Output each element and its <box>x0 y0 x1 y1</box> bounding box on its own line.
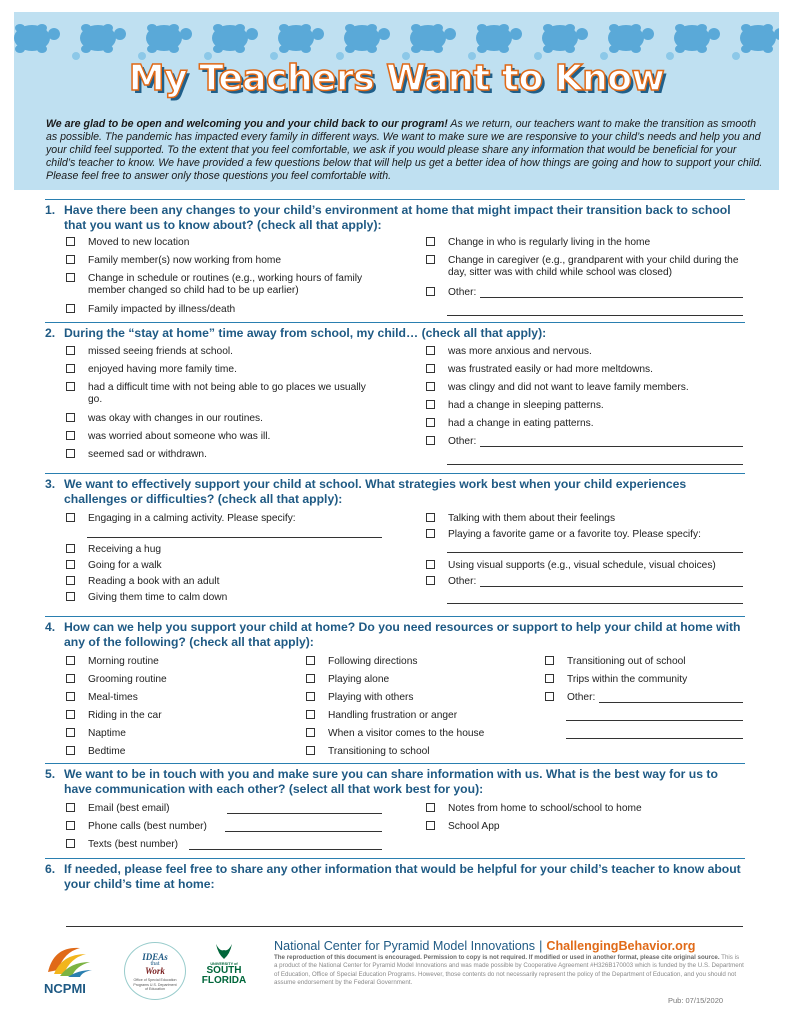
fine-print <box>274 954 744 987</box>
option[interactable] <box>66 513 386 525</box>
option-label: Going for a walk <box>88 560 162 571</box>
option-label: was clingy and did not want to leave family members. <box>448 382 689 393</box>
option-label: Notes from home to school/school to home <box>448 803 642 814</box>
option-label: Using visual supports (e.g., visual schedule, visual choices) <box>448 560 716 571</box>
checkbox[interactable] <box>66 431 75 440</box>
option-label: Texts (best number) <box>88 839 179 850</box>
checkbox[interactable] <box>545 692 554 701</box>
section-divider <box>45 858 745 859</box>
write-in-line[interactable] <box>566 738 743 739</box>
checkbox[interactable] <box>66 746 75 755</box>
usf-logo <box>201 942 247 1000</box>
option[interactable] <box>426 529 746 541</box>
ideas-logo-sub: Office of Special Education Programs U.S. Department of Education <box>133 978 177 991</box>
checkbox[interactable] <box>426 364 435 373</box>
checkbox[interactable] <box>426 255 435 264</box>
option[interactable] <box>545 656 745 668</box>
option[interactable] <box>66 728 286 740</box>
section-divider <box>45 473 745 474</box>
option-label: Morning routine <box>88 656 159 667</box>
option[interactable] <box>66 692 286 704</box>
option[interactable] <box>426 346 746 358</box>
option-label: Other: <box>567 692 596 703</box>
option[interactable] <box>66 304 366 316</box>
checkbox[interactable] <box>66 560 75 569</box>
option[interactable] <box>66 710 286 722</box>
option-label: Giving them time to calm down <box>88 592 228 603</box>
write-in-line[interactable] <box>66 926 743 927</box>
option[interactable] <box>306 692 536 704</box>
option-label: Receiving a hug <box>88 544 162 555</box>
option[interactable] <box>426 364 746 376</box>
checkbox[interactable] <box>306 746 315 755</box>
ncpmi-logo <box>40 940 96 998</box>
usf-logo-line1: UNIVERSITY of <box>210 962 238 966</box>
write-in-line[interactable] <box>225 831 382 832</box>
checkbox[interactable] <box>426 237 435 246</box>
option[interactable] <box>66 592 366 604</box>
option[interactable] <box>66 431 366 443</box>
checkbox[interactable] <box>426 346 435 355</box>
checkbox[interactable] <box>426 560 435 569</box>
checkbox[interactable] <box>66 449 75 458</box>
option[interactable] <box>66 237 366 249</box>
write-in-line[interactable] <box>480 446 743 447</box>
option[interactable] <box>66 674 286 686</box>
option[interactable] <box>66 544 366 556</box>
option-label: Other: <box>448 576 477 587</box>
checkbox[interactable] <box>426 287 435 296</box>
checkbox[interactable] <box>66 656 75 665</box>
checkbox[interactable] <box>66 346 75 355</box>
option-label: Playing with others <box>328 692 414 703</box>
option-label: Change in who is regularly living in the home <box>448 237 651 248</box>
checkbox[interactable] <box>426 529 435 538</box>
footer <box>0 930 791 1024</box>
question-3 <box>45 477 745 507</box>
option[interactable] <box>426 513 746 525</box>
question-2 <box>45 326 745 341</box>
option-label: enjoyed having more family time. <box>88 364 237 375</box>
ideas-logo-line3: Work <box>145 966 165 976</box>
pub-date: Pub: 07/15/2020 <box>668 996 724 1005</box>
section-divider <box>45 199 745 200</box>
write-in-line[interactable] <box>447 464 743 465</box>
option-label: School App <box>448 821 500 832</box>
section-divider <box>45 763 745 764</box>
checkbox[interactable] <box>66 382 75 391</box>
option-label: Talking with them about their feelings <box>448 513 616 524</box>
write-in-line[interactable] <box>599 702 743 703</box>
option-label: Reading a book with an adult <box>88 576 220 587</box>
checkbox[interactable] <box>66 364 75 373</box>
option[interactable] <box>426 255 746 279</box>
turtle-icon <box>608 24 654 53</box>
checkbox[interactable] <box>66 544 75 553</box>
write-in-line[interactable] <box>480 586 743 587</box>
option-label: When a visitor comes to the house <box>328 728 485 739</box>
option[interactable] <box>66 346 366 358</box>
option[interactable] <box>66 821 246 833</box>
option[interactable] <box>426 821 746 833</box>
write-in-line[interactable] <box>447 315 743 316</box>
turtle-icon <box>674 24 720 53</box>
checkbox[interactable] <box>66 821 75 830</box>
page-title: My Teachers Want to Know <box>128 58 665 99</box>
option-label: was frustrated easily or had more meltdowns. <box>448 364 653 375</box>
org-line <box>274 939 695 953</box>
write-in-line[interactable] <box>189 849 382 850</box>
option[interactable] <box>306 710 536 722</box>
question-number: 1. <box>45 203 56 217</box>
fine-print-text: This is a product of the National Center for Pyramid Model Innovations and was made possible by Cooperative Agreement #H326B170003 which is funded by the U.S. Department of Education, Office of Special Education Programs. However, those contents do not necessarily represent the policy of the Department of Education, and you should not assume endorsement by the Federal Government. <box>274 954 744 986</box>
turtle-icon <box>344 24 390 53</box>
option-label: Phone calls (best number) <box>88 821 207 832</box>
checkbox[interactable] <box>306 710 315 719</box>
option-label: Email (best email) <box>88 803 170 814</box>
question-text: Have there been any changes to your child’s environment at home that might impact their transition back to school that you want us to know about? (check all that apply): <box>64 203 731 232</box>
option-label: was more anxious and nervous. <box>448 346 592 357</box>
question-5 <box>45 767 745 797</box>
section-divider <box>45 616 745 617</box>
question-number: 3. <box>45 477 56 491</box>
write-in-line[interactable] <box>480 297 743 298</box>
option-label: Other: <box>448 436 477 447</box>
checkbox[interactable] <box>306 674 315 683</box>
option-label: Following directions <box>328 656 418 667</box>
option[interactable] <box>66 273 366 297</box>
question-4 <box>45 620 745 650</box>
option-label: Trips within the community <box>567 674 688 685</box>
option-label: Grooming routine <box>88 674 167 685</box>
checkbox[interactable] <box>66 674 75 683</box>
checkbox[interactable] <box>66 255 75 264</box>
write-in-line[interactable] <box>227 813 382 814</box>
write-in-line[interactable] <box>447 603 743 604</box>
intro-text: As we return, our teachers want to make the transition as smooth as possible. The pandemic has impacted every family in different ways. We want to make sure we are responsive to your child’s needs and help you and your child feel supported. To the extent that you feel comfortable, we ask if you would please share any information that would be beneficial for your child’s teacher to know. We have provided a few questions below that will help us get a better idea of how things are going and how to support your child. Please feel free to answer only those questions you feel comfortable with. <box>46 118 763 182</box>
checkbox[interactable] <box>306 692 315 701</box>
turtle-icon <box>14 24 60 53</box>
option-label: Naptime <box>88 728 126 739</box>
header-banner <box>14 12 779 190</box>
option-label: Family impacted by illness/death <box>88 304 236 315</box>
option-label: had a change in eating patterns. <box>448 418 594 429</box>
checkbox[interactable] <box>426 418 435 427</box>
checkbox[interactable] <box>426 382 435 391</box>
option-label: Bedtime <box>88 746 126 757</box>
option[interactable] <box>545 674 745 686</box>
checkbox[interactable] <box>426 436 435 445</box>
option-label: Meal-times <box>88 692 138 703</box>
checkbox[interactable] <box>306 728 315 737</box>
checkbox[interactable] <box>66 803 75 812</box>
option-label: Change in caregiver (e.g., grandparent with your child during the day, sitter was with child while school was closed) <box>448 255 739 278</box>
turtle-icon <box>212 24 258 53</box>
option[interactable] <box>426 237 746 249</box>
checkbox[interactable] <box>66 576 75 585</box>
option[interactable] <box>426 382 746 394</box>
option[interactable] <box>66 382 366 406</box>
checkbox[interactable] <box>66 304 75 313</box>
option-label: Transitioning to school <box>328 746 430 757</box>
checkbox[interactable] <box>66 273 75 282</box>
option-label: Riding in the car <box>88 710 162 721</box>
bull-icon <box>214 942 234 960</box>
intro-bold: We are glad to be open and welcoming you and your child back to our program! <box>46 118 448 130</box>
option-label: Family member(s) now working from home <box>88 255 282 266</box>
org-name: National Center for Pyramid Model Innovations <box>274 939 536 953</box>
usf-logo-line3: FLORIDA <box>201 975 247 986</box>
question-text: We want to effectively support your child at school. What strategies work best when your child experiences challenges or difficulties? (check all that apply): <box>64 477 687 506</box>
checkbox[interactable] <box>426 400 435 409</box>
checkbox[interactable] <box>66 413 75 422</box>
usf-logo-line2: SOUTH <box>206 965 242 976</box>
org-separator: | <box>539 939 543 953</box>
checkbox[interactable] <box>426 821 435 830</box>
option-label: had a change in sleeping patterns. <box>448 400 604 411</box>
option[interactable] <box>66 839 206 851</box>
question-1 <box>45 203 745 233</box>
option-label: Other: <box>448 287 477 298</box>
option-label: had a difficult time with not being able to go places we usually go. <box>88 382 366 405</box>
option-label: Playing alone <box>328 674 390 685</box>
option[interactable] <box>426 400 746 412</box>
checkbox[interactable] <box>66 237 75 246</box>
checkbox[interactable] <box>545 674 554 683</box>
option[interactable] <box>66 560 366 572</box>
fine-print-bold: The reproduction of this document is encouraged. Permission to copy is not required. If modified or used in another format, please cite original source. <box>274 954 720 961</box>
write-in-line[interactable] <box>87 537 382 538</box>
option-label: Engaging in a calming activity. Please specify: <box>88 513 296 524</box>
option-label: Playing a favorite game or a favorite toy. Please specify: <box>448 529 701 540</box>
option-label: seemed sad or withdrawn. <box>88 449 207 460</box>
question-text: How can we help you support your child at home? Do you need resources or support to help your child at home with any of the following? (check all that apply): <box>64 620 741 649</box>
question-number: 2. <box>45 326 56 340</box>
checkbox[interactable] <box>66 592 75 601</box>
turtle-icon <box>542 24 588 53</box>
option-label: missed seeing friends at school. <box>88 346 233 357</box>
question-number: 5. <box>45 767 56 781</box>
option[interactable] <box>306 674 536 686</box>
checkbox[interactable] <box>426 576 435 585</box>
question-text: If needed, please feel free to share any other information that would be helpful for your child’s teacher to know about your child’s time at home: <box>64 862 741 891</box>
ncpmi-logo-text: NCPMI <box>44 981 86 996</box>
checkbox[interactable] <box>66 728 75 737</box>
option[interactable] <box>66 255 366 267</box>
option-label: was worried about someone who was ill. <box>88 431 271 442</box>
option[interactable] <box>66 803 206 815</box>
option[interactable] <box>66 576 366 588</box>
option-label: Transitioning out of school <box>567 656 686 667</box>
write-in-line[interactable] <box>566 720 743 721</box>
option[interactable] <box>426 803 746 815</box>
option[interactable] <box>66 746 286 758</box>
option[interactable] <box>306 746 536 758</box>
ideas-logo-line2: that <box>150 961 160 967</box>
ideas-logo-line1: IDEAs <box>142 952 168 962</box>
turtle-icon <box>146 24 192 53</box>
option-label: Change in schedule or routines (e.g., working hours of family member changed so child had to be up earlier) <box>88 273 363 296</box>
question-text: During the “stay at home” time away from school, my child… (check all that apply): <box>64 326 547 340</box>
turtle-icon <box>278 24 324 53</box>
turtle-icon <box>80 24 126 53</box>
question-text: We want to be in touch with you and make sure you can share information with us. What is the best way for us to have communication with each other? (select all that work best for you): <box>64 767 718 796</box>
checkbox[interactable] <box>545 656 554 665</box>
turtle-icon <box>410 24 456 53</box>
question-number: 4. <box>45 620 56 634</box>
option[interactable] <box>426 560 746 572</box>
section-divider <box>45 322 745 323</box>
option-label: was okay with changes in our routines. <box>88 413 263 424</box>
option[interactable] <box>66 656 286 668</box>
option-label: Handling frustration or anger <box>328 710 458 721</box>
checkbox[interactable] <box>426 803 435 812</box>
option[interactable] <box>66 364 366 376</box>
ideas-that-work-logo <box>124 942 186 1000</box>
checkbox[interactable] <box>66 710 75 719</box>
question-number: 6. <box>45 862 56 876</box>
checkbox[interactable] <box>66 692 75 701</box>
option[interactable] <box>66 413 366 425</box>
option[interactable] <box>306 656 536 668</box>
option-label: Moved to new location <box>88 237 190 248</box>
turtle-icon <box>740 24 779 53</box>
checkbox[interactable] <box>426 513 435 522</box>
checkbox[interactable] <box>66 839 75 848</box>
turtle-icon <box>476 24 522 53</box>
option[interactable] <box>66 449 366 461</box>
option[interactable] <box>306 728 536 740</box>
website-link[interactable]: ChallengingBehavior.org <box>546 939 696 953</box>
write-in-line[interactable] <box>447 552 743 553</box>
question-6 <box>45 862 745 892</box>
ncpmi-swirl-icon <box>40 940 96 980</box>
intro-paragraph <box>46 118 764 183</box>
checkbox[interactable] <box>306 656 315 665</box>
option[interactable] <box>426 418 746 430</box>
checkbox[interactable] <box>66 513 75 522</box>
